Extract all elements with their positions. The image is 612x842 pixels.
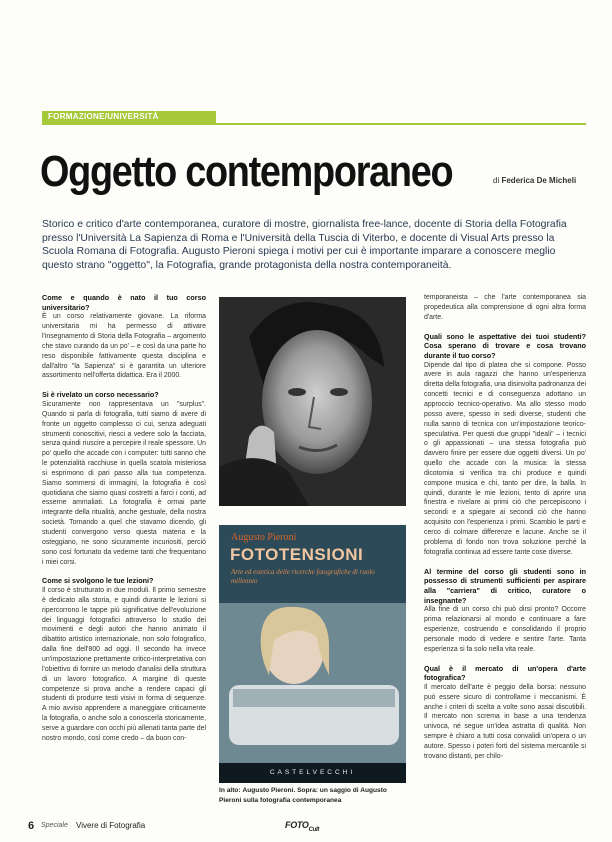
answer: Il corso è strutturato in due moduli. Il primo semestre è dedicato alla storia, e quindi durante le lezioni si ripercorrono le tappe più significative dell'evoluzione dei linguaggi fotografici attraverso lo studio dei movimenti e degli autori che hanno animato il dibattito artistico internazionale, non solo fotografico, dalla fine dell'800 ad oggi. Il secondo ha invece un'impostazione prettamente critico-interpretativa con l'obiettivo di fornire un metodo d'analisi della struttura di un lavoro fotografico. A margine di queste competenze si prova anche a rendere capaci gli studenti di produrre testi visivi in forma di sequenze. A mio avviso apprendere a maneggiare criticamente la fotografia, o anche solo a conoscerla storicamente, serve a guardare con occhi più allenati tanta parte del nostro mondo, così come credo – da buon con- (42, 587, 206, 742)
column-right (424, 293, 586, 762)
answer: Dipende dal tipo di platea che si compone. Posso avere in aula ragazzi che hanno un'esperienza diretta della fotografia, una disinvolta padronanza dei concetti tecnici e di conseguenza adottano un approccio tecnico-operativo. Ma allo stesso modo posso avere, spesso in sedi diverse, studenti che nulla sanno di tecnica con un'impostazione teorico-speculativa. Per questi due gruppi "ideali" – i tecnici o gli appassionati – una stessa fotografia può davvero finire per essere due oggetti diversi. Un po' quello che accade con la musica: la stessa dicotomia si verifica tra chi produce e quindi compone musica e chi, tanto per dire, la balla. In quindi, durante le mie lezioni, tento di aprire una finestra e rivelare ai primi ciò che percepiscono i secondi e a spiegare ai secondi ciò che hanno acquisito con l'esperienza i primi. Scambio le parti e cerco di colmare differenze e lacune. Anche se il problema di fondo non trova soluzione perché la fotografia continua ad essere tante cose diverse. (424, 361, 586, 556)
answer: È un corso relativamente giovane. La riforma universitaria mi ha permesso di attivare l'insegnamento di Storia della Fotografia – argomento che stavo curando da un po' – e così da una parte ho reso disponibile fattivamente questa disciplina e dall'altro "la Sapienza" si è garantita un ulteriore assortimento nell'offerta didattica. Era il 2000. (42, 313, 206, 380)
question: Al termine del corso gli studenti sono in possesso di strumenti sufficienti per aspirare alla "carriera" di critico, curatore o insegnante? (424, 566, 586, 605)
answer: Alla fine di un corso chi può dirsi pronto? Occorre prima relazionarsi al mondo e continuare a fare esperienze, costruendo e consolidando il proprio personale modo di vedere e sentire l'arte. Tanta esperienza si fa solo nella vita reale. (424, 606, 586, 653)
caption-text: Augusto Pieroni. (242, 787, 296, 794)
intro-paragraph: Storico e critico d'arte contemporanea, curatore di mostre, giornalista free-lance, docente di Storia della Fotografia presso l'Università La Sapienza di Roma e l'Università della Tuscia di Viterbo, e docente di Visual Arts presso la Scuola Romana di Fotografia. Augusto Pieroni spiega i motivi per cui è importante imparare a conoscere meglio questo strano "oggetto", la Fotografia, grande protagonista della nostra contemporaneità. (42, 219, 567, 271)
question: Quali sono le aspettative dei tuoi studenti? Cosa sperano di trovare e cosa trovano durante il tuo corso? (424, 331, 586, 360)
column-left (42, 293, 206, 744)
section-label: FORMAZIONE/UNIVERSITÀ (48, 112, 159, 121)
question: Come si svolgono le tue lezioni? (42, 576, 154, 586)
page-number: 6 (28, 820, 35, 832)
logo-main: FOTO (285, 820, 309, 830)
caption-label: Sopra: (297, 787, 318, 794)
footer-publication: Vivere di Fotografia (76, 821, 146, 830)
magazine-logo (285, 820, 319, 833)
article-title: Oggetto contemporaneo (40, 147, 453, 196)
question: Qual è il mercato di un'opera d'arte fotografica? (424, 663, 586, 683)
question: Si è rivelato un corso necessario? (42, 390, 159, 400)
book-title: FOTOTENSIONI (230, 545, 364, 564)
section-rule (42, 123, 586, 125)
author-name: Federica De Micheli (501, 176, 577, 185)
photo-caption (219, 786, 409, 805)
answer: Il mercato dell'arte è peggio della borsa: nessuno può essere sicuro di controllarne i meccanismi. È anche i criteri di scelta a volte sono assai discutibili. Il mercato non scremа in base a una tendenza univoca, né segue un'idea astratta di qualità. Non sempre è chiaro a tutti cosa convalidi un'opera o un autore. Spesso i poteri forti del sistema mercantile si trovano distanti, per chilo- (424, 683, 586, 760)
footer-special: Speciale (41, 822, 68, 829)
byline (493, 176, 576, 185)
logo-sub: Cult (308, 826, 320, 833)
author-portrait-photo (219, 297, 406, 506)
caption-label: In alto: (219, 787, 241, 794)
answer: temporaneista – che l'arte contemporanea sia propedeutica alla comprensione di ogni altra forma d'arte. (424, 294, 586, 321)
answer: Sicuramente non rappresentava un "surplus". Quando si parla di fotografia, tutti siamo di avere di fronte un oggetto complesso ci cui, senza adeguati strumenti conoscitivi, riesci a vedere solo la facciata, senza quindi riuscire a percepire il reale spessore. Un po' quello che accade con i computer: tutti sanno che le potenzialità racchiuse in quella scatola misteriosa si esprimono di pari passo alla tua competenza. Siamo sommersi di immagini, la fotografia è così quotidiana che siamo quasi costretti a farci i conti, ad esserne ammaliati. La fotografia è ormai parte integrante della ritualità, anche gestuale, della nostra società. Tornando a quel che stavamo dicendo, gli studenti convergono verso questa materia e la osteggiano, ne sono sicuramente incuriositi, perciò sono così fortunato da vederne tanti che frequentano i miei corsi. (42, 401, 206, 566)
book-subtitle: Arte ed estetica delle ricerche fotografiche di ruolo millennio (231, 568, 375, 585)
byline-prefix: di (493, 176, 500, 185)
question: Come e quando è nato il tuo corso universitario? (42, 293, 206, 312)
book-author: Augusto Pieroni (231, 532, 297, 543)
book-cover (219, 525, 406, 783)
book-publisher: CASTELVECCHI (269, 769, 356, 776)
caption-text: un saggio di Augusto Pieroni sulla fotografia contemporanea (219, 787, 387, 804)
